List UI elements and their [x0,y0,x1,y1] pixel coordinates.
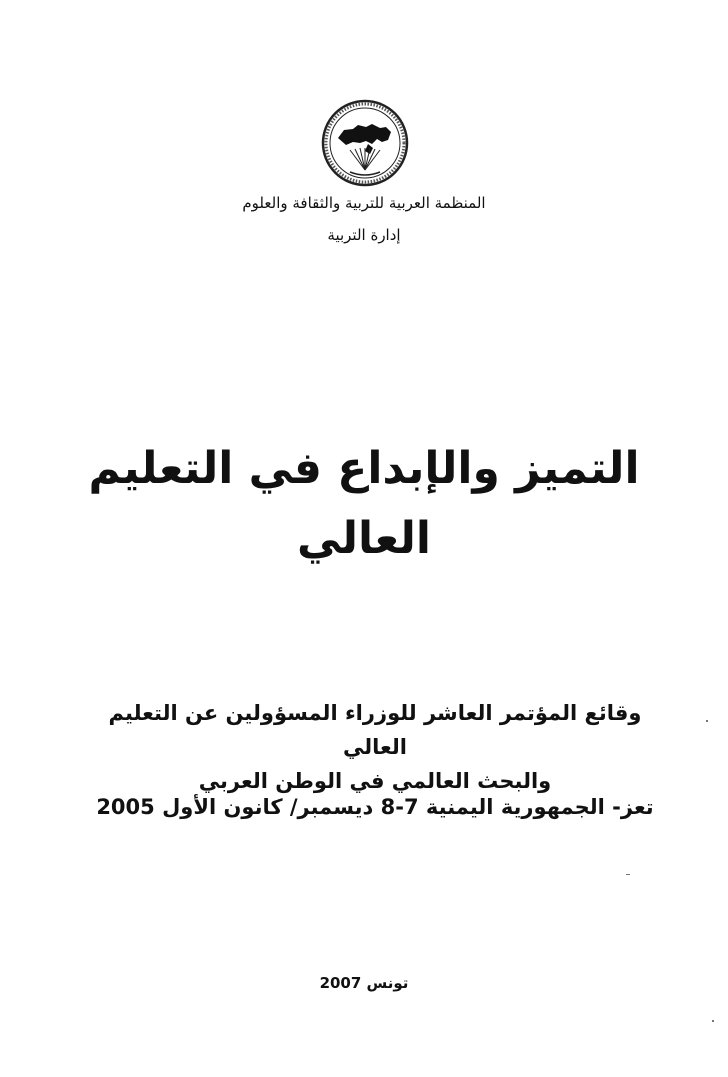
location-date: تعز- الجمهورية اليمنية 7-8 ديسمبر/ كانون الأول 2005 [96,795,654,819]
scan-speck [712,1020,714,1022]
scan-speck [626,874,630,875]
subtitle-line-2: والبحث العالمي في الوطن العربي [198,769,552,793]
footer-place-year: تونس 2007 [319,974,409,992]
subtitle-block [90,696,660,798]
subtitle-line-1: وقائع المؤتمر العاشر للوزراء المسؤولين عن التعليم العالي [108,701,642,759]
department-name: إدارة التربية [327,226,401,244]
organization-emblem-icon [320,98,410,188]
document-title: التميز والإبداع في التعليم العالي [88,443,640,564]
organization-name: المنظمة العربية للتربية والثقافة والعلوم [242,194,486,212]
scan-speck [706,720,708,722]
